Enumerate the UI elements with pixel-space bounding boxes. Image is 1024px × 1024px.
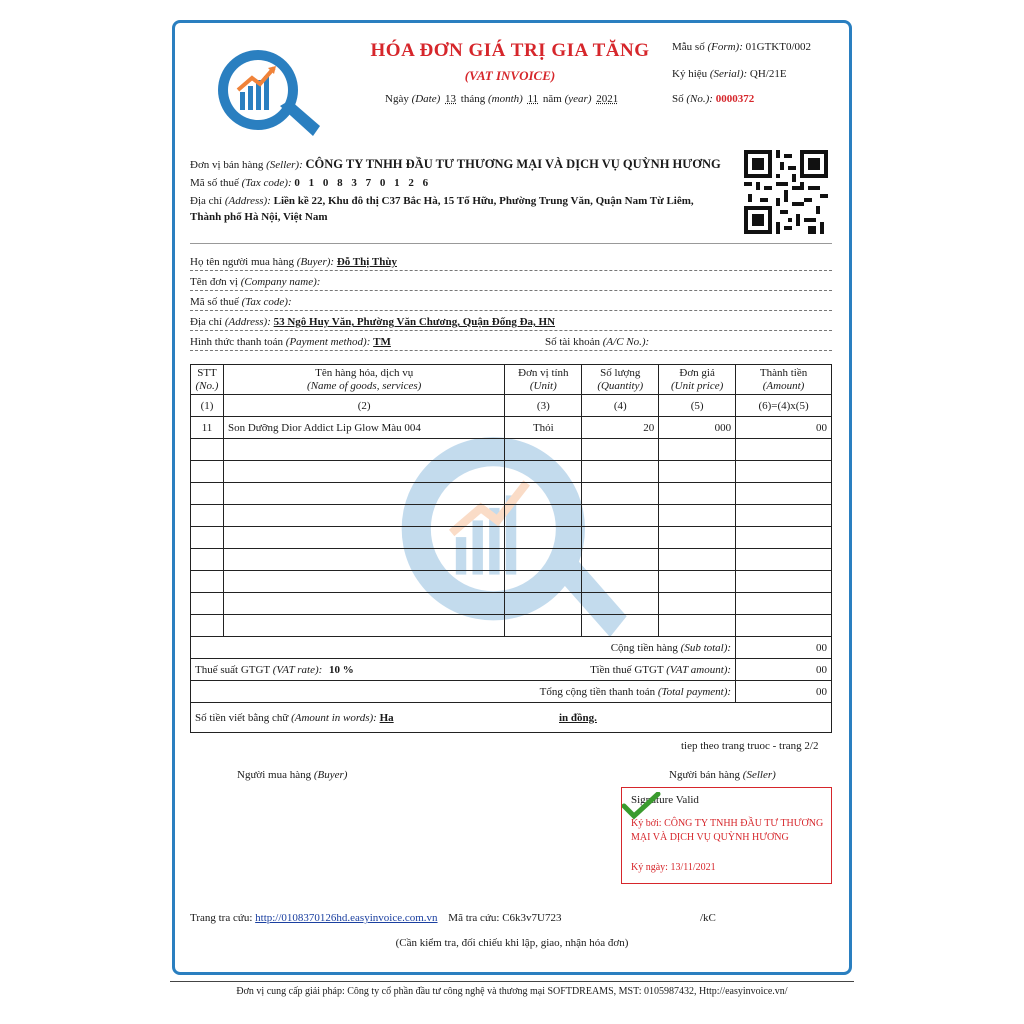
subtotal-label: Cộng tiền hàng <box>610 641 678 654</box>
total-label: Tổng cộng tiền thanh toán <box>539 685 656 698</box>
table-row-empty <box>191 593 832 615</box>
seller-address-line2: Thành phố Hà Nội, Việt Nam <box>190 211 328 223</box>
amount-in-words-end: in đồng. <box>559 711 597 724</box>
row-amount: 00 <box>736 417 832 439</box>
total-value: 00 <box>736 681 832 703</box>
lookup-code: C6k3v7U723 <box>502 912 562 924</box>
row-product-name: Son Dưỡng Dior Addict Lip Glow Màu 004 <box>223 417 504 439</box>
buyer-signature-label: Người mua hàng (Buyer) <box>237 769 348 781</box>
items-table <box>190 364 832 733</box>
vat-rate-value: 10 % <box>329 663 354 676</box>
signed-date: Ký ngày: 13/11/2021 <box>631 862 716 873</box>
table-index-row: (1) (2) (3) (4) (5) (6)=(4)x(5) <box>191 395 832 417</box>
serial-number: Ký hiệu (Serial): QH/21E <box>672 68 787 80</box>
row-unit: Thỏi <box>505 417 582 439</box>
lookup-link[interactable]: http://0108370126hd.easyinvoice.com.vn <box>255 912 438 924</box>
subtotal-value: 00 <box>736 637 832 659</box>
words-row: Số tiền viết bằng chữ (Amount in words): Ha in đồng. <box>191 703 832 733</box>
invoice-title: HÓA ĐƠN GIÁ TRỊ GIA TĂNG <box>370 40 650 61</box>
buyer-payment: Hình thức thanh toán (Payment method): TM Số tài khoản (A/C No.): <box>190 336 832 351</box>
table-row-empty <box>191 439 832 461</box>
row-unit-price: 000 <box>659 417 736 439</box>
lookup-line: Trang tra cứu: http://0108370126hd.easyinvoice.com.vn Mã tra cứu: C6k3v7U723 <box>190 912 562 924</box>
row-stt: 11 <box>191 417 224 439</box>
signed-by: Ký bởi: CÔNG TY TNHH ĐẦU TƯ THƯƠNG MẠI VÀ DỊCH VỤ QUỲNH HƯƠNG <box>631 818 824 843</box>
signature-valid-text: Signature Valid <box>631 794 699 806</box>
buyer-address: Địa chỉ (Address): 53 Ngô Huy Văn, Phường Văn Chương, Quận Đống Đa, HN <box>190 316 832 331</box>
vat-amount-value: 00 <box>736 659 832 681</box>
table-row-empty <box>191 505 832 527</box>
buyer-name: Họ tên người mua hàng (Buyer): Đỗ Thị Thùy <box>190 256 832 271</box>
buyer-company: Tên đơn vị (Company name): <box>190 276 832 291</box>
page-continued: tiep theo trang truoc - trang 2/2 <box>681 740 819 752</box>
seller-tax-code: Mã số thuế (Tax code): 0 1 0 8 3 7 0 1 2 6 <box>190 177 432 189</box>
invoice-date: Ngày (Date) 13 tháng (month) 11 năm (year) 2021 <box>385 93 619 105</box>
invoice-number: Số (No.): 0000372 <box>672 93 755 105</box>
seller-name: Đơn vị bán hàng (Seller): CÔNG TY TNHH ĐẦU TƯ THƯƠNG MẠI VÀ DỊCH VỤ QUỲNH HƯƠNG <box>190 157 721 171</box>
vat-rate-label: Thuế suất GTGT (VAT rate): 10 % <box>195 663 354 676</box>
table-row <box>191 417 832 439</box>
total-row: Tổng cộng tiền thanh toán (Total payment): 00 <box>191 681 832 703</box>
date-day: 13 <box>445 93 457 105</box>
vat-amount-label: Tiền thuế GTGT (VAT amount): <box>590 663 732 676</box>
subtotal-row: Cộng tiền hàng (Sub total): 00 <box>191 637 832 659</box>
table-row-empty <box>191 571 832 593</box>
amount-in-words-start: Ha <box>379 711 394 724</box>
seller-signature-label: Người bán hàng (Seller) <box>669 769 776 781</box>
col-header-stt: STT (No.) <box>191 365 224 395</box>
invoice-title-en: (VAT INVOICE) <box>464 68 556 83</box>
date-year: 2021 <box>596 93 619 105</box>
checkmark-icon <box>622 792 662 820</box>
table-row-empty <box>191 461 832 483</box>
col-header-quantity: Số lượng (Quantity) <box>582 365 659 395</box>
table-row-empty <box>191 615 832 637</box>
table-row-empty <box>191 549 832 571</box>
col-header-unit: Đơn vị tính (Unit) <box>505 365 582 395</box>
col-header-amount: Thành tiền (Amount) <box>736 365 832 395</box>
provider-info: Đơn vị cung cấp giải pháp: Công ty cổ phần đầu tư công nghệ và thương mại SOFTDREAMS, MST: 0105987432, Http://easyinvoice.vn/ <box>236 986 788 997</box>
table-row-empty <box>191 527 832 549</box>
date-month: 11 <box>527 93 539 105</box>
qr-code <box>744 150 828 234</box>
vat-row <box>191 659 832 681</box>
row-quantity: 20 <box>582 417 659 439</box>
easyinvoice-logo <box>208 40 328 140</box>
buyer-tax-code: Mã số thuế (Tax code): <box>190 296 832 311</box>
col-header-unit-price: Đơn giá (Unit price) <box>659 365 736 395</box>
seller-address: Địa chỉ (Address): Liền kề 22, Khu đô thị C37 Bắc Hà, 15 Tố Hữu, Phường Trung Văn, Quận Nam Từ Liêm, <box>190 195 694 207</box>
form-number: Mẫu số (Form): 01GTKT0/002 <box>672 41 812 53</box>
table-header-row <box>191 365 832 395</box>
seller-divider <box>190 243 832 244</box>
footer-divider <box>170 981 854 982</box>
col-header-name: Tên hàng hóa, dịch vụ (Name of goods, services) <box>223 365 504 395</box>
verification-note: (Cần kiểm tra, đối chiếu khi lập, giao, nhận hóa đơn) <box>395 937 629 949</box>
lookup-code-tail: /kC <box>700 912 716 924</box>
table-row-empty <box>191 483 832 505</box>
